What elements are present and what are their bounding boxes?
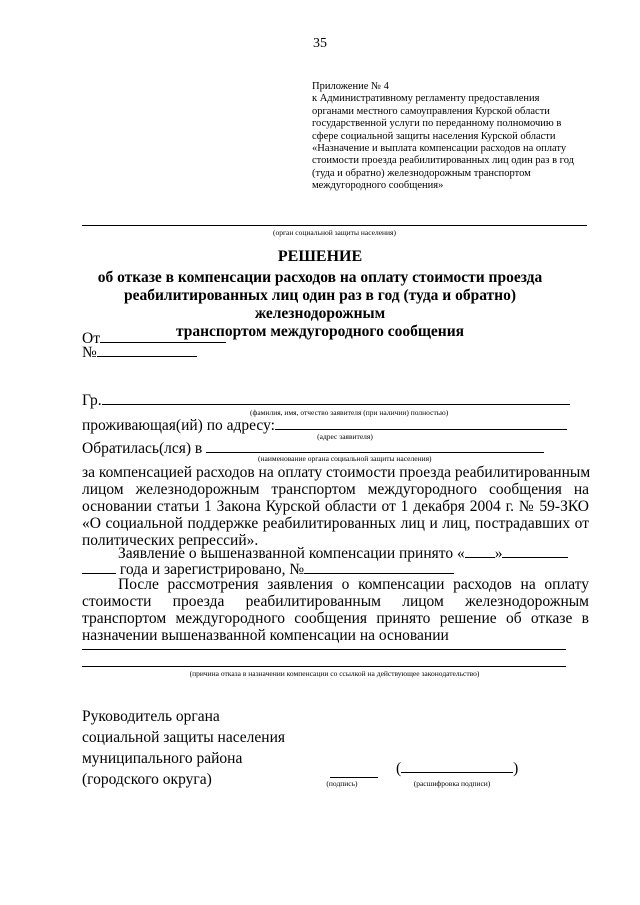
applied-caption: (наименование органа социальной защиты населения) bbox=[258, 454, 432, 463]
number-field[interactable] bbox=[97, 356, 197, 357]
body-line: «О социальной поддержке реабилитированных лиц и лиц, пострадавших от bbox=[82, 515, 589, 532]
decode-caption: (расшифровка подписи) bbox=[413, 779, 491, 788]
subtitle-line: реабилитированных лиц один раз в год (туда и обратно) железнодорожным bbox=[123, 287, 517, 322]
page-number: 35 bbox=[313, 36, 327, 51]
body-line: лицом железнодорожным транспортом междугородного сообщения на bbox=[82, 481, 589, 498]
application-month-field[interactable] bbox=[502, 557, 568, 558]
signatory-block bbox=[82, 706, 285, 790]
address-label: проживающая(ий) по адресу: bbox=[82, 417, 275, 434]
body-line: за компенсацией расходов на оплату стоимости проезда реабилитированным bbox=[82, 464, 591, 481]
signatory-line: Руководитель органа bbox=[82, 708, 220, 725]
registration-number-field[interactable] bbox=[304, 573, 454, 574]
body-line: транспортом междугородного сообщения принято решение об отказе в bbox=[82, 610, 589, 627]
appendix-block bbox=[312, 81, 594, 193]
decode-row bbox=[396, 760, 518, 778]
subtitle-line: транспортом междугородного сообщения bbox=[175, 323, 465, 340]
appendix-line: органами местного самоуправления Курской области bbox=[312, 105, 550, 117]
number-row bbox=[82, 344, 197, 362]
authority-line[interactable] bbox=[82, 225, 587, 226]
from-label: От bbox=[82, 330, 100, 347]
appendix-line: стоимости проезда реабилитированных лиц один раз в год bbox=[312, 155, 574, 167]
appendix-line: (туда и обратно) железнодорожным транспортом bbox=[312, 167, 531, 179]
body-line: основании статьи 1 Закона Курской области от 1 декабря 2004 г. № 59-ЗКО bbox=[82, 498, 589, 515]
body-line: назначении вышеназванной компенсации на основании bbox=[82, 627, 449, 644]
body-paragraph-1 bbox=[82, 464, 589, 549]
number-label: № bbox=[82, 344, 97, 361]
citizen-caption: (фамилия, имя, отчество заявителя (при наличии) полностью) bbox=[250, 408, 449, 417]
body-line: политических репрессий». bbox=[82, 532, 259, 549]
application-year-field[interactable] bbox=[82, 573, 116, 574]
appendix-line: государственной услуги по переданному полномочию в bbox=[312, 118, 562, 130]
application-quote: » bbox=[494, 545, 503, 562]
document-title: РЕШЕНИЕ bbox=[277, 248, 363, 265]
from-field[interactable] bbox=[100, 342, 226, 343]
appendix-line: «Назначение и выплата компенсации расходов на оплату bbox=[312, 143, 567, 155]
appendix-line: к Административному регламенту предоставления bbox=[312, 93, 540, 105]
subtitle-line: об отказе в компенсации расходов на оплату стоимости проезда bbox=[97, 269, 543, 286]
address-caption: (адрес заявителя) bbox=[317, 432, 373, 441]
applied-field[interactable] bbox=[206, 452, 544, 453]
authority-caption: (орган социальной защиты населения) bbox=[272, 228, 397, 237]
signature-field[interactable] bbox=[330, 777, 378, 778]
decode-field[interactable] bbox=[401, 772, 513, 773]
signature-caption: (подпись) bbox=[326, 779, 358, 788]
body-paragraph-3 bbox=[82, 576, 589, 644]
reason-line-1[interactable] bbox=[82, 649, 566, 650]
citizen-field[interactable] bbox=[102, 404, 570, 405]
application-day-field[interactable] bbox=[465, 557, 495, 558]
reason-line-2[interactable] bbox=[82, 666, 566, 667]
address-field[interactable] bbox=[275, 429, 567, 430]
body-line: После рассмотрения заявления о компенсации расходов на оплату bbox=[118, 576, 589, 593]
body-line: стоимости проезда реабилитированным лицом железнодорожным bbox=[82, 593, 589, 610]
registration-text: года и зарегистрировано, № bbox=[116, 561, 305, 578]
application-text: Заявление о вышеназванной компенсации принято « bbox=[118, 545, 465, 562]
reason-caption: (причина отказа в назначении компенсации со ссылкой на действующее законодательство) bbox=[189, 669, 480, 678]
signatory-line: социальной защиты населения bbox=[82, 729, 286, 746]
signatory-line: (городского округа) bbox=[82, 771, 212, 788]
appendix-line: междугородного сообщения» bbox=[312, 180, 444, 192]
decode-open: ( bbox=[396, 760, 402, 777]
citizen-label: Гр. bbox=[82, 392, 102, 409]
applied-label: Обратилась(лся) в bbox=[82, 440, 203, 457]
appendix-line: сфере социальной защиты населения Курской области bbox=[312, 130, 556, 142]
signatory-line: муниципального района bbox=[82, 750, 243, 767]
appendix-line: Приложение № 4 bbox=[312, 81, 389, 92]
decode-close: ) bbox=[513, 760, 519, 777]
